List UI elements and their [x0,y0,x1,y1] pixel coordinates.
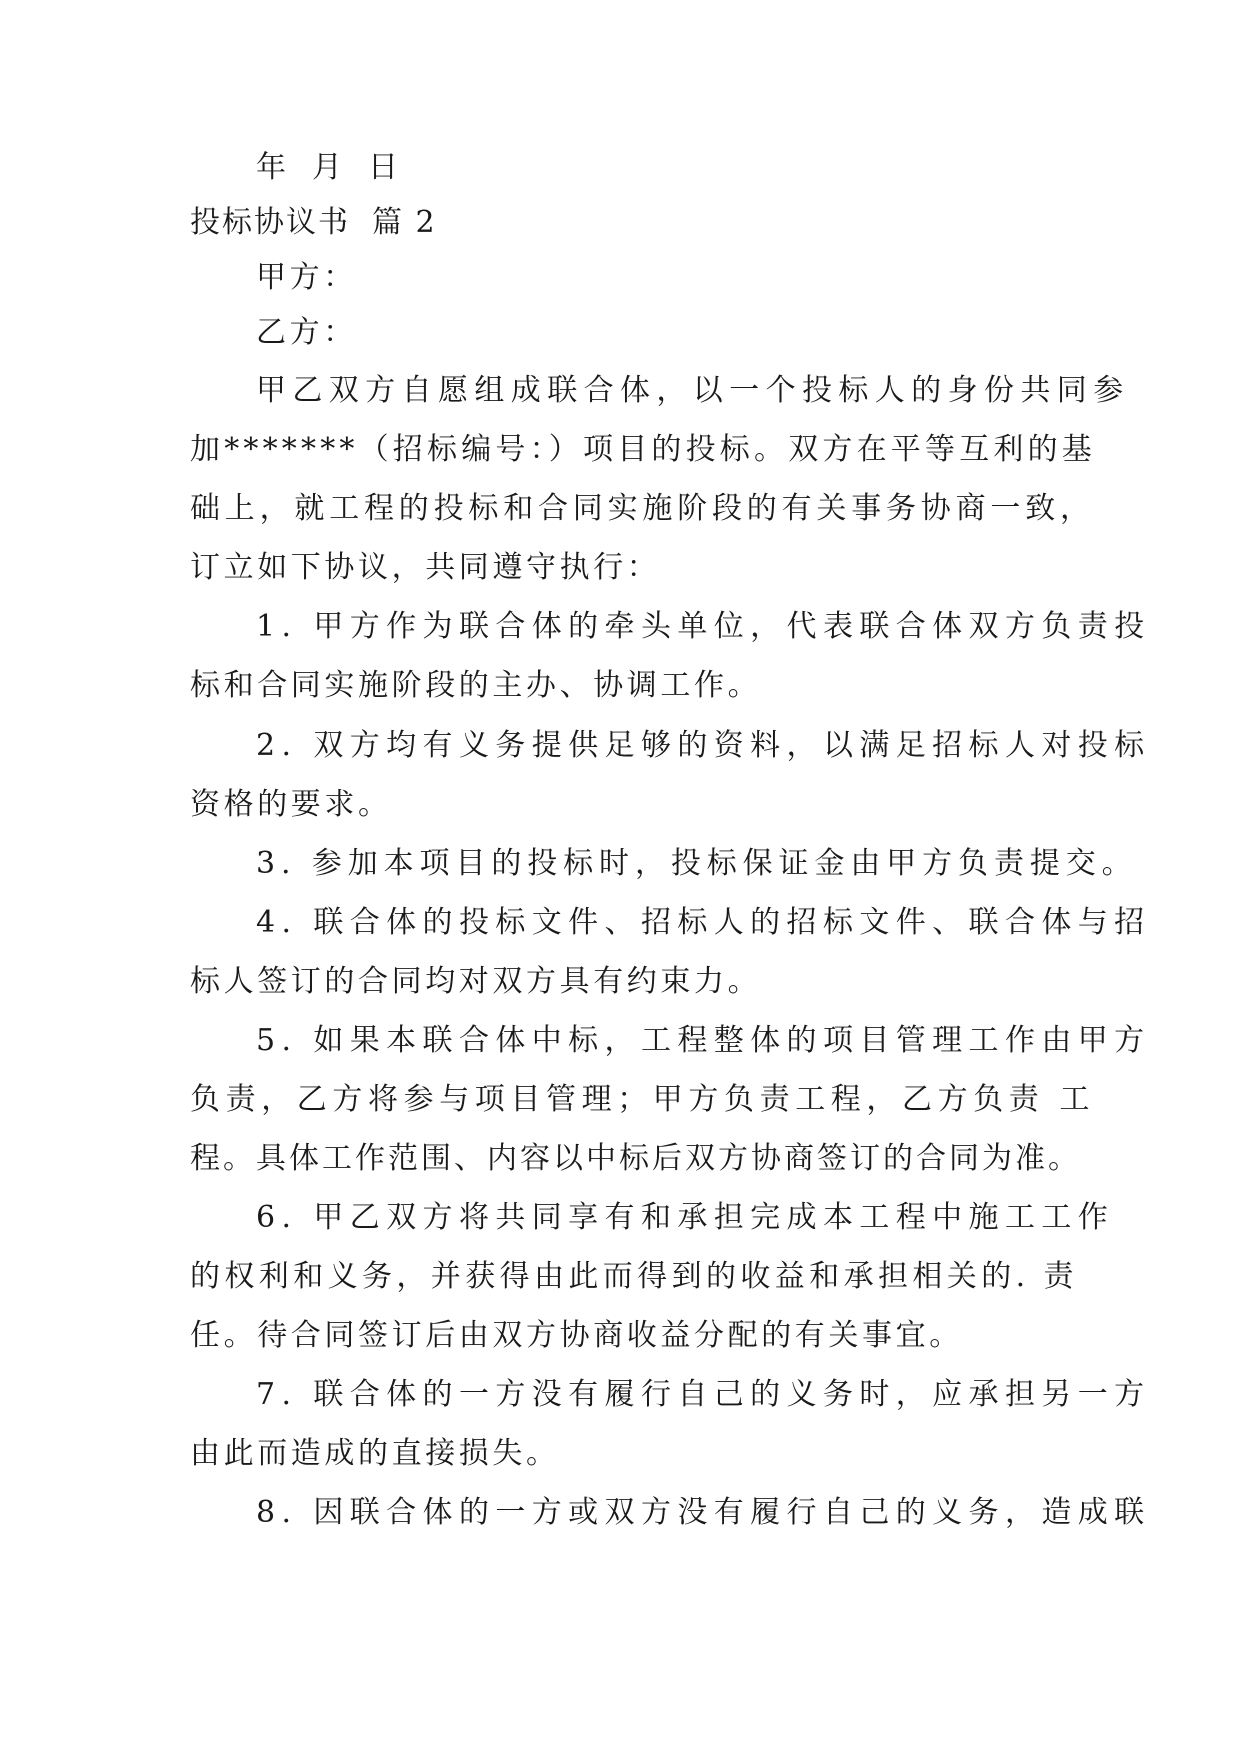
document-title [190,203,437,243]
paragraph-line: 负责，乙方将参与项目管理；甲方负责工程，乙方负责 工 [190,1082,1096,1117]
title-main: 投标协议书 [190,205,350,240]
paragraph-line: 8. 因联合体的一方或双方没有履行自己的义务，造成联 [256,1495,1151,1530]
paragraph-line: 2. 双方均有义务提供足够的资料，以满足招标人对投标 [256,728,1151,763]
paragraph-line: 标人签订的合同均对双方具有约束力。 [190,964,762,999]
date-day: 日 [368,150,398,185]
paragraph-line: 6. 甲乙双方将共同享有和承担完成本工程中施工工作 [256,1200,1115,1235]
party-a-label: 甲方： [256,260,357,295]
paragraph-line: 标和合同实施阶段的主办、协调工作。 [190,668,762,703]
paragraph-line: 加*******（招标编号：）项目的投标。双方在平等互利的基 [190,432,1096,467]
date-year: 年 [256,150,286,185]
date-line [256,148,398,188]
paragraph-line: 3. 参加本项目的投标时，投标保证金由甲方负责提交。 [256,846,1138,881]
paragraph-line: 甲乙双方自愿组成联合体，以一个投标人的身份共同参 [256,373,1130,408]
paragraph-line: 4. 联合体的投标文件、招标人的招标文件、联合体与招 [256,905,1151,940]
paragraph-line: 订立如下协议，共同遵守执行： [190,550,661,585]
paragraph-line: 程。具体工作范围、内容以中标后双方协商签订的合同为准。 [190,1141,1081,1176]
title-part: 篇 2 [372,205,437,240]
paragraph-line: 由此而造成的直接损失。 [190,1436,560,1471]
date-month: 月 [312,150,342,185]
paragraph-line: 5. 如果本联合体中标，工程整体的项目管理工作由甲方 [256,1023,1151,1058]
paragraph-line: 1. 甲方作为联合体的牵头单位，代表联合体双方负责投 [256,609,1151,644]
party-b-label: 乙方： [256,315,357,350]
paragraph-line: 的权利和义务，并获得由此而得到的收益和承担相关的. 责 [190,1259,1078,1294]
paragraph-line: 7. 联合体的一方没有履行自己的义务时，应承担另一方 [256,1377,1151,1412]
paragraph-line: 础上，就工程的投标和合同实施阶段的有关事务协商一致， [190,491,1095,526]
paragraph-line: 资格的要求。 [190,787,392,822]
paragraph-line: 任。待合同签订后由双方协商收益分配的有关事宜。 [190,1318,963,1353]
